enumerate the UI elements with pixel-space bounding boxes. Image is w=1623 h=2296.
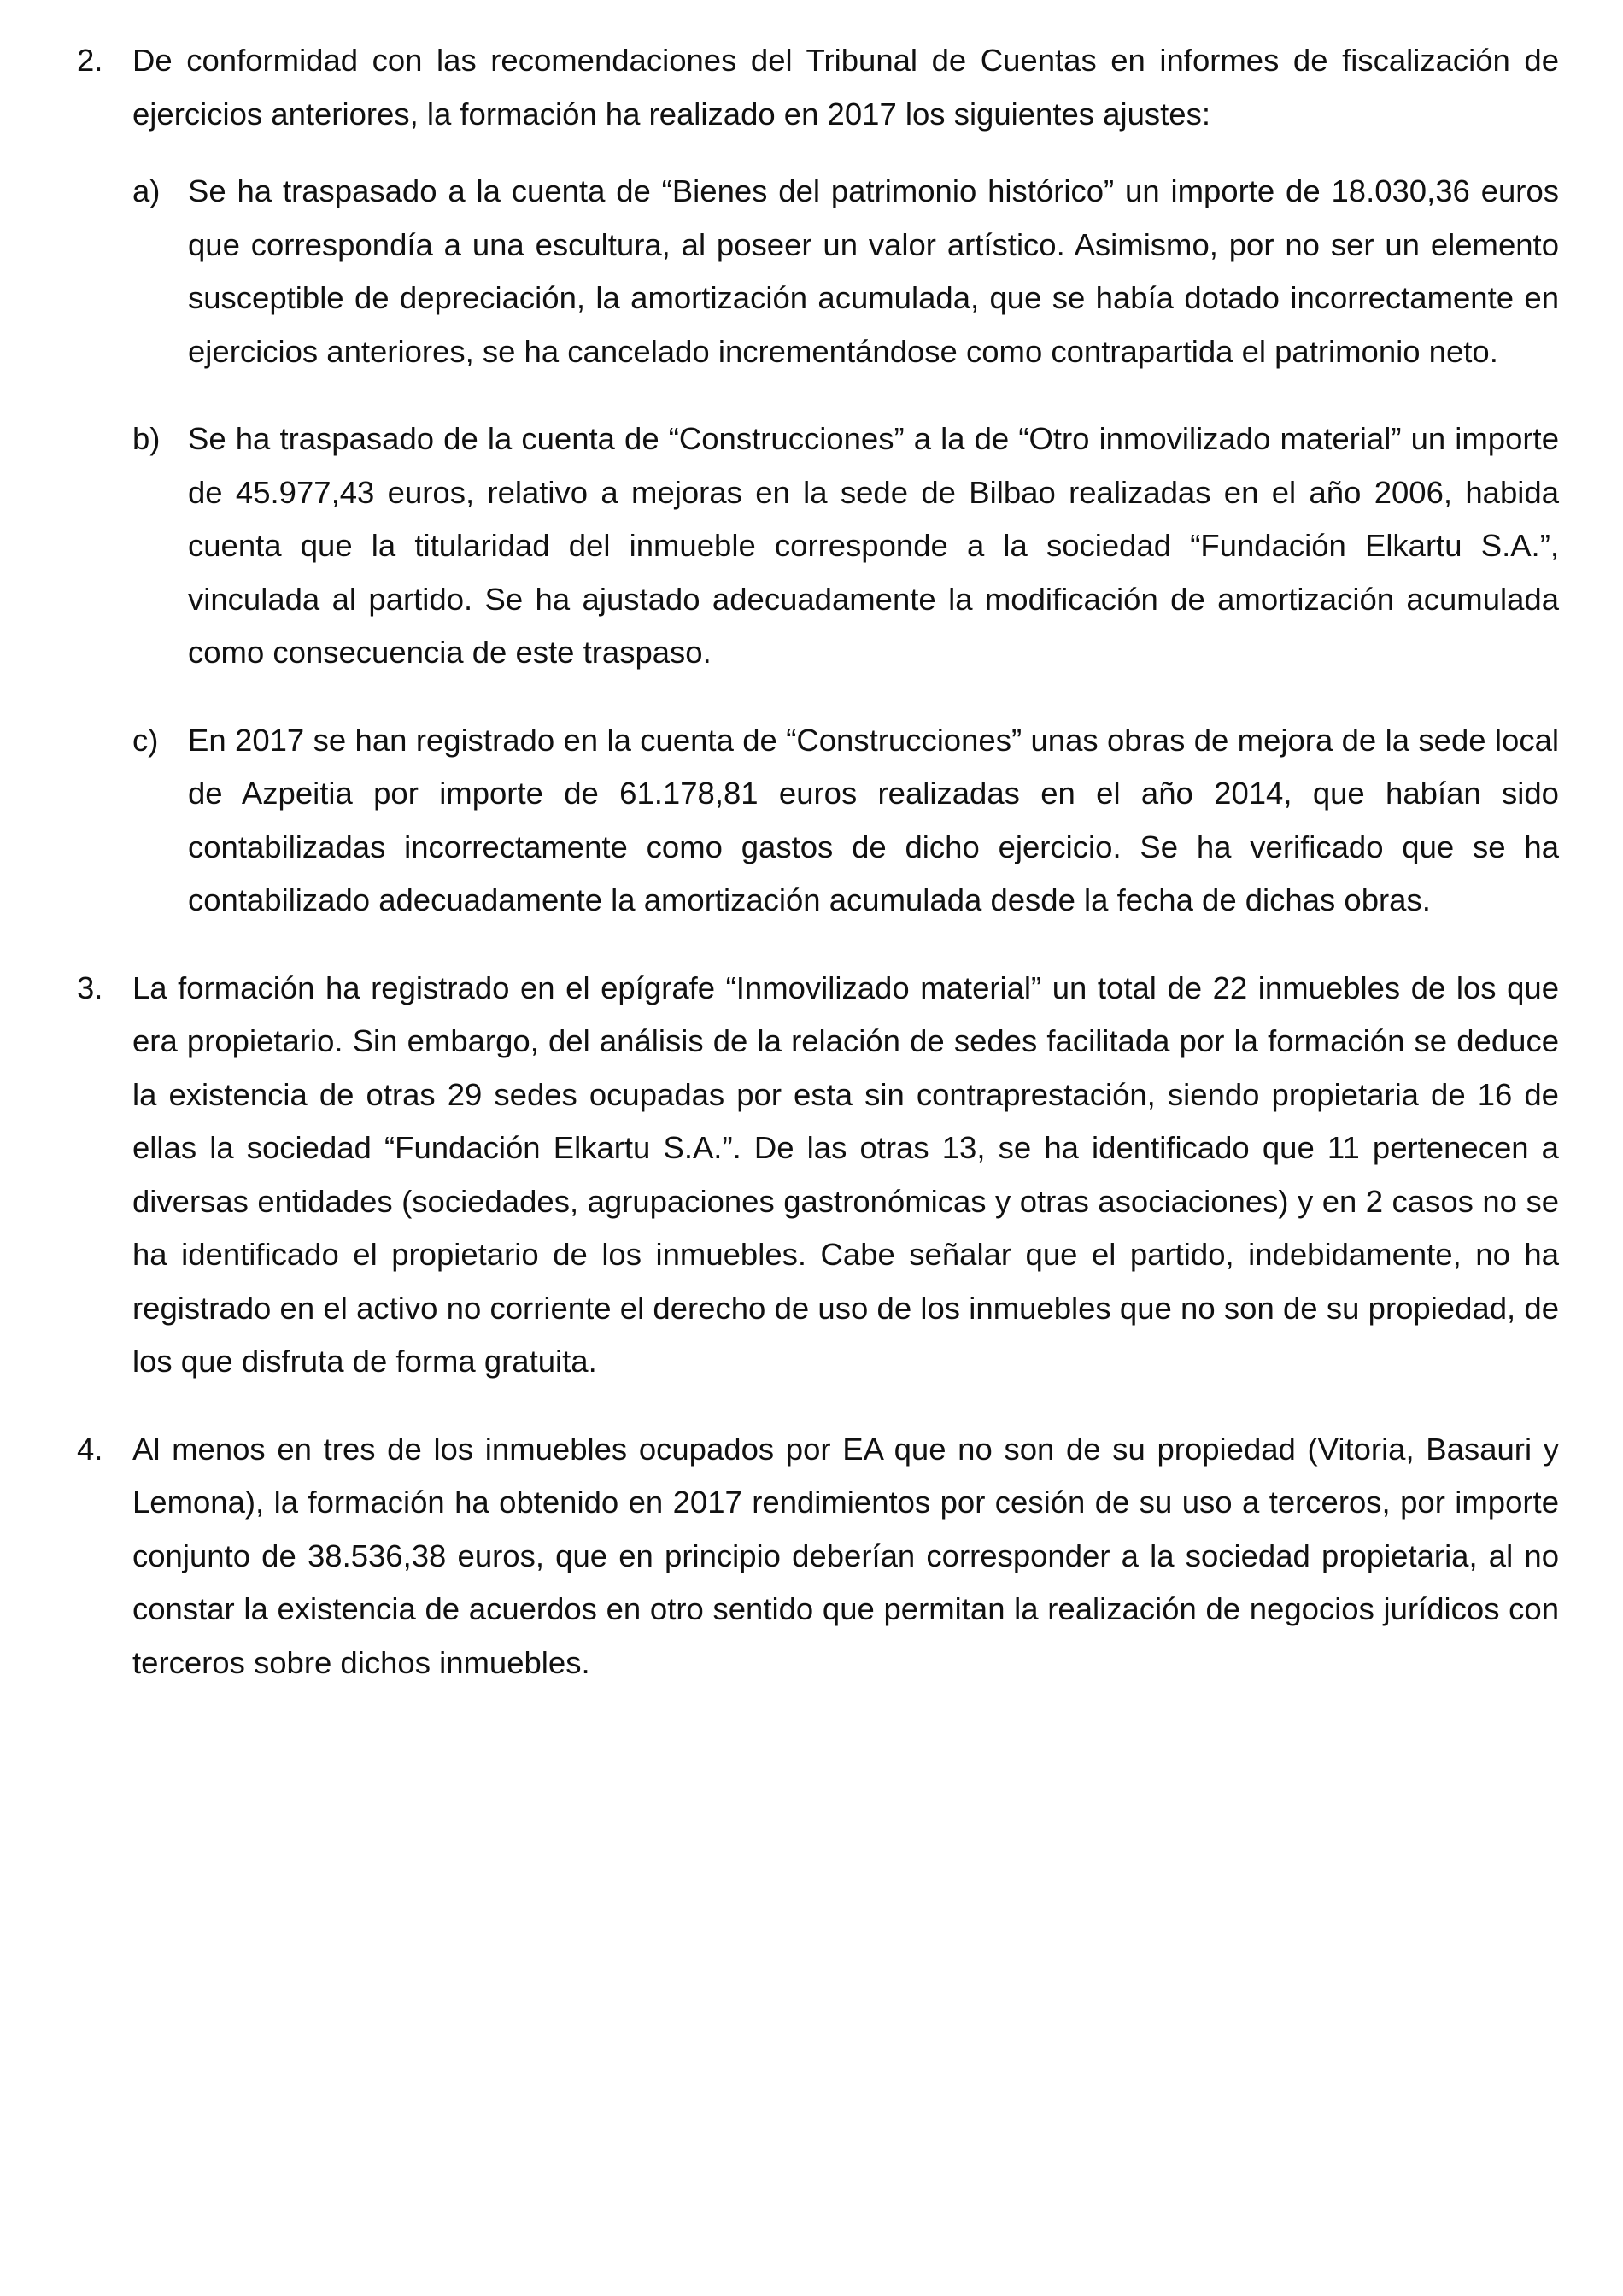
sub-item-c (132, 714, 1559, 928)
list-item-3 (77, 962, 1559, 1389)
list-item-body (132, 34, 1559, 928)
sub-item-letter: c) (132, 722, 159, 758)
sub-item-letter: a) (132, 173, 161, 208)
sub-item-a (132, 165, 1559, 378)
numbered-list (77, 34, 1559, 1690)
spacer (77, 928, 1559, 962)
paragraph: De conformidad con las recomendaciones del Tribunal de Cuentas en informes de fiscalización de ejercicios anteriores, la formación ha realizado en 2017 los siguientes ajustes: (132, 43, 1559, 132)
sub-item-text: Se ha traspasado de la cuenta de “Construcciones” a la de “Otro inmovilizado material” un importe de 45.977,43 euros, relativo a mejoras en la sede de Bilbao realizadas en el año 2006, habida cuenta que la titularidad del inmueble corresponde a la sociedad “Fundación Elkartu S.A.”, vinculada al partido. Se ha ajustado adecuadamente la modificación de amortización acumulada como consecuencia de este traspaso. (188, 421, 1559, 670)
list-number: 4. (77, 1431, 103, 1467)
sub-list (132, 165, 1559, 928)
sub-item-letter: b) (132, 421, 161, 456)
list-item-2 (77, 34, 1559, 928)
sub-item-text: Se ha traspasado a la cuenta de “Bienes del patrimonio histórico” un importe de 18.030,36 euros que correspondía a una escultura, al poseer un valor artístico. Asimismo, por no ser un elemento susceptible de depreciación, la amortización acumulada, que se había dotado incorrectamente en ejercicios anteriores, se ha cancelado incrementándose como contrapartida el patrimonio neto. (188, 173, 1559, 369)
paragraph: La formación ha registrado en el epígrafe “Inmovilizado material” un total de 22 inmuebles de los que era propietario. Sin embargo, del análisis de la relación de sedes facilitada por la formación se deduce la existencia de otras 29 sedes ocupadas por esta sin contraprestación, siendo propietaria de 16 de ellas la sociedad “Fundación Elkartu S.A.”. De las otras 13, se ha identificado que 11 pertenecen a diversas entidades (sociedades, agrupaciones gastronómicas y otras asociaciones) y en 2 casos no se ha identificado el propietario de los inmuebles. Cabe señalar que el partido, indebidamente, no ha registrado en el activo no corriente el derecho de uso de los inmuebles que no son de su propiedad, de los que disfruta de forma gratuita. (132, 969, 1559, 1379)
sub-item-text: En 2017 se han registrado en la cuenta de “Construcciones” unas obras de mejora de la sede local de Azpeitia por importe de 61.178,81 euros realizadas en el año 2014, que habían sido contabilizadas incorrectamente como gastos de dicho ejercicio. Se ha verificado que se ha contabilizado adecuadamente la amortización acumulada desde la fecha de dichas obras. (188, 722, 1559, 917)
list-number: 2. (77, 43, 103, 78)
paragraph: Al menos en tres de los inmuebles ocupados por EA que no son de su propiedad (Vitoria, Basauri y Lemona), la formación ha obtenido en 2017 rendimientos por cesión de su uso a terceros, por importe conjunto de 38.536,38 euros, que en principio deberían corresponder a la sociedad propietaria, al no constar la existencia de acuerdos en otro sentido que permitan la realización de negocios jurídicos con terceros sobre dichos inmuebles. (132, 1431, 1559, 1680)
list-item-4 (77, 1423, 1559, 1690)
list-number: 3. (77, 969, 103, 1005)
sub-item-b (132, 413, 1559, 680)
spacer (77, 1389, 1559, 1423)
